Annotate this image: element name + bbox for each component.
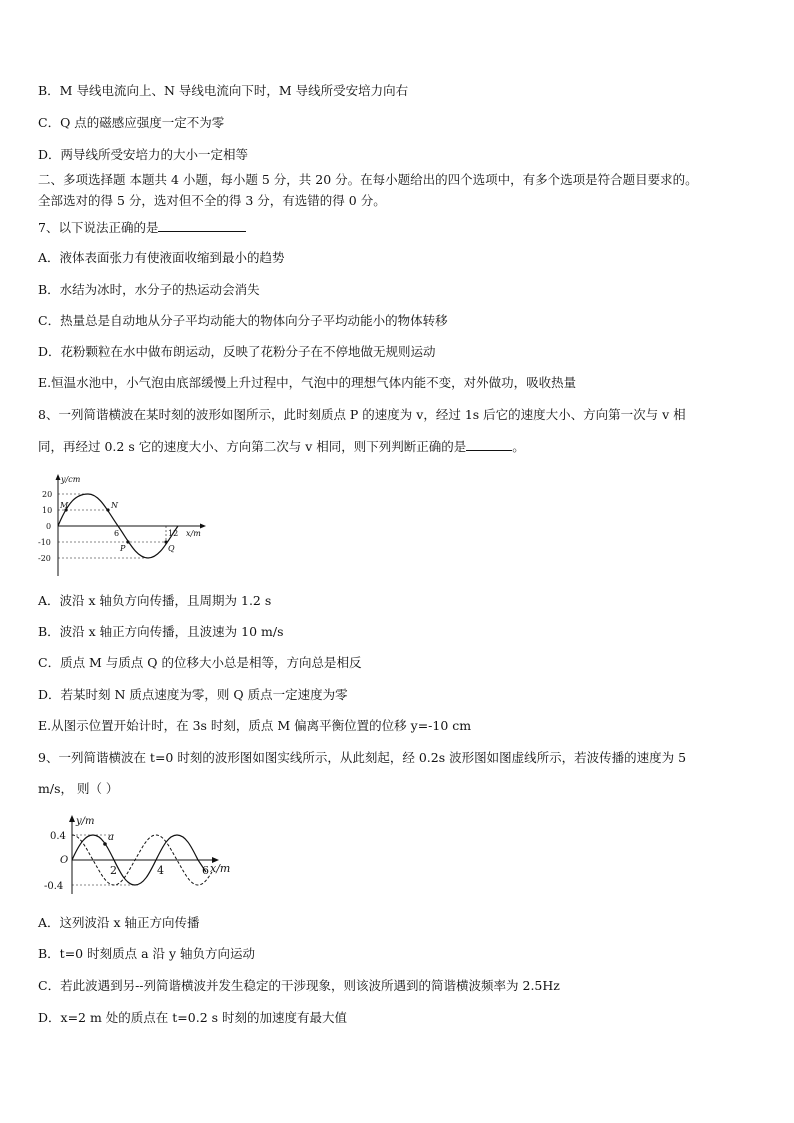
q8-ytick-20: 20 <box>42 490 53 499</box>
q8-stem-line2 <box>38 438 764 455</box>
q7-stem-text: 7、以下说法正确的是 <box>38 220 159 235</box>
q8-point-p-marker <box>126 540 129 543</box>
q9-x-axis-label: x/m <box>210 862 231 875</box>
q9-ytick-bottom: -0.4 <box>44 881 64 892</box>
q7-stem <box>38 219 764 236</box>
q8-y-axis-label: y/cm <box>61 475 81 484</box>
section2-instructions-line2: 全部选对的得 5 分，选对但不全的得 3 分，有选错的得 0 分。 <box>38 193 386 208</box>
q8-point-m-label: M <box>60 501 69 510</box>
q8-wave-figure <box>36 472 208 580</box>
q9-y-arrow <box>69 815 75 822</box>
q9-option-c: C．若此波遇到另--列简谐横波并发生稳定的干涉现象，则该波所遇到的简谐横波频率为 2.5Hz <box>38 978 560 993</box>
q8-ytick-m20: -20 <box>38 554 51 563</box>
q6-option-d: D．两导线所受安培力的大小一定相等 <box>38 147 249 162</box>
q7-option-a: A．液体表面张力有使液面收缩到最小的趋势 <box>38 250 285 265</box>
q8-x-axis-label: x/m <box>186 529 201 538</box>
q9-point-a-label: a <box>108 832 114 843</box>
q7-option-c: C．热量总是自动地从分子平均动能大的物体向分子平均动能小的物体转移 <box>38 313 448 328</box>
q8-option-c: C．质点 M 与质点 Q 的位移大小总是相等，方向总是相反 <box>38 655 362 670</box>
q9-option-a: A．这列波沿 x 轴正方向传播 <box>38 915 200 930</box>
q8-option-b: B．波沿 x 轴正方向传播，且波速为 10 m/s <box>38 624 284 639</box>
q9-xtick-6: 6 <box>202 864 209 877</box>
q8-point-n-label: N <box>111 501 118 510</box>
q8-xtick-6: 6 <box>114 529 120 538</box>
q9-stem-line1: 9、一列简谐横波在 t=0 时刻的波形图如图实线所示，从此刻起，经 0.2s 波形图如图虚线所示，若波传播的速度为 5 <box>38 750 687 765</box>
q8-option-e: E.从图示位置开始计时，在 3s 时刻，质点 M 偏离平衡位置的位移 y=-10 cm <box>38 718 472 733</box>
q8-stem-line1: 8、一列简谐横波在某时刻的波形如图所示，此时刻质点 P 的速度为 v，经过 1s 后它的速度大小、方向第一次与 v 相 <box>38 407 686 422</box>
q7-answer-blank <box>158 219 246 232</box>
q8-point-n-marker <box>106 508 109 511</box>
q9-option-d: D．x=2 m 处的质点在 t=0.2 s 时刻的加速度有最大值 <box>38 1010 348 1025</box>
q7-option-b: B．水结为冰时，水分子的热运动会消失 <box>38 282 260 297</box>
q8-xtick-12: 12 <box>168 529 179 538</box>
q8-stem-text: 同，再经过 0.2 s 它的速度大小、方向第二次与 v 相同，则下列判断正确的是 <box>38 439 467 454</box>
q9-origin-label: O <box>60 855 69 866</box>
q6-option-c: C．Q 点的磁感应强度一定不为零 <box>38 115 225 130</box>
q8-x-arrow <box>200 524 206 529</box>
q8-ytick-m10: -10 <box>38 538 51 547</box>
q9-option-b: B．t=0 时刻质点 a 沿 y 轴负方向运动 <box>38 946 256 961</box>
q8-y-arrow <box>56 474 61 480</box>
q8-stem-end: 。 <box>512 439 525 454</box>
q9-xtick-2: 2 <box>110 864 117 877</box>
q8-ytick-0: 0 <box>46 522 52 531</box>
q7-option-d: D．花粉颗粒在水中做布朗运动，反映了花粉分子在不停地做无规则运动 <box>38 344 436 359</box>
section2-instructions-line1: 二、多项选择题 本题共 4 小题，每小题 5 分，共 20 分。在每小题给出的四个选项中，有多个选项是符合题目要求的。 <box>38 172 698 187</box>
q8-answer-blank <box>466 438 512 451</box>
q8-option-d: D．若某时刻 N 质点速度为零，则 Q 质点一定速度为零 <box>38 687 348 702</box>
q8-ytick-10: 10 <box>42 506 53 515</box>
q9-xtick-4: 4 <box>157 864 164 877</box>
q9-point-a-marker <box>103 842 107 846</box>
q9-y-axis-label: y/m <box>76 816 95 827</box>
q7-option-e: E.恒温水池中，小气泡由底部缓慢上升过程中，气泡中的理想气体内能不变，对外做功，吸收热量 <box>38 375 577 390</box>
q8-option-a: A．波沿 x 轴负方向传播，且周期为 1.2 s <box>38 593 272 608</box>
q9-ytick-top: 0.4 <box>50 831 66 842</box>
q6-option-b: B．M 导线电流向上、N 导线电流向下时，M 导线所受安培力向右 <box>38 83 409 98</box>
q9-wave-figure <box>44 812 244 896</box>
q8-point-q-label: Q <box>168 544 175 553</box>
q9-stem-line2: m/s， 则（ ） <box>38 781 119 796</box>
q8-point-p-label: P <box>120 544 126 553</box>
